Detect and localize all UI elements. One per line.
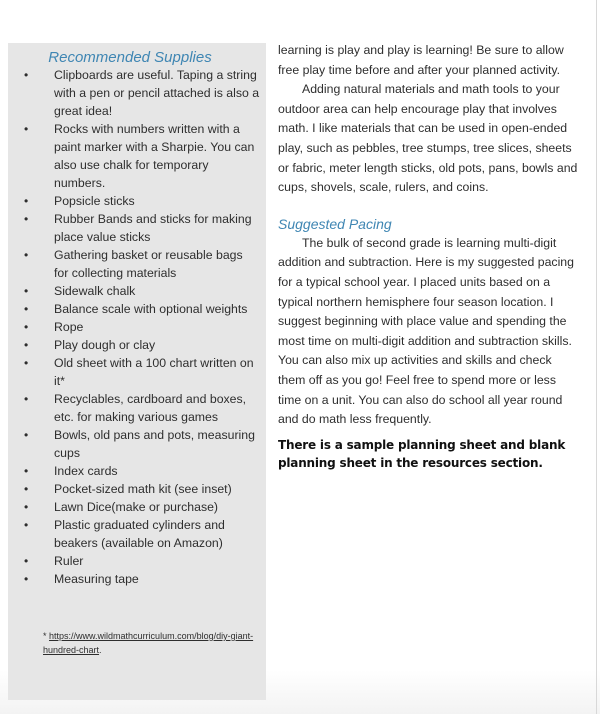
main-column: [278, 41, 578, 472]
list-item: • Rocks with numbers written with a paint marker with a Sharpie. You can also use chalk for temporary numbers.: [24, 122, 255, 190]
section-title-suggested-pacing: Suggested Pacing: [278, 215, 392, 232]
bullet-icon: •: [24, 464, 29, 478]
bullet-icon: •: [24, 572, 29, 586]
footnote-marker: *: [43, 631, 47, 641]
bullet-icon: •: [24, 122, 29, 136]
bullet-icon: •: [24, 518, 29, 532]
bullet-icon: •: [24, 212, 29, 226]
bullet-icon: •: [24, 194, 29, 208]
list-item: • Rubber Bands and sticks for making place value sticks: [24, 212, 252, 244]
page-edge: [596, 0, 597, 714]
bullet-icon: •: [24, 482, 29, 496]
bullet-icon: •: [24, 320, 29, 334]
bullet-icon: •: [24, 428, 29, 442]
list-item: • Old sheet with a 100 chart written on it*: [24, 356, 254, 388]
list-item: • Bowls, old pans and pots, measuring cups: [24, 428, 255, 460]
list-item: • Lawn Dice(make or purchase): [24, 500, 219, 514]
paragraph-pacing: The bulk of second grade is learning multi-digit addition and subtraction. Here is my suggested pacing for a typical school year. I placed units based on a typical northern hemisphere four season location. I suggest beginning with place value and spending the most time on multi-digit addition and subtraction skills. You can also mix up activities and skills and check them off as you go! Feel free to spend more or less time on a unit. You can also do school all year round and do math less frequently.: [278, 235, 574, 427]
footnote: * https://www.wildmathcurriculum.com/blog/diy-giant-hundred-chart.: [43, 631, 254, 655]
bullet-icon: •: [24, 500, 29, 514]
list-item: • Play dough or clay: [24, 338, 156, 352]
list-item: • Index cards: [24, 464, 118, 478]
list-item: • Rope: [24, 320, 84, 334]
bullet-icon: •: [24, 356, 29, 370]
bullet-icon: •: [24, 392, 29, 406]
paragraph-play: learning is play and play is learning! Be sure to allow free play time before and after your planned activity.: [278, 43, 564, 77]
bullet-icon: •: [24, 68, 29, 82]
bullet-icon: •: [24, 284, 29, 298]
bullet-icon: •: [24, 554, 29, 568]
list-item: • Gathering basket or reusable bags for collecting materials: [24, 248, 243, 280]
supplies-list: [8, 66, 266, 588]
bullet-icon: •: [24, 302, 29, 316]
paragraph-natural-materials: Adding natural materials and math tools to your outdoor area can help encourage play that involves math. I like materials that can be used in open-ended play, such as pebbles, tree stumps, tree slices, sheets or fabric, meter length sticks, old pots, pans, bowls and cups, shovels, scale, rulers, and coins.: [278, 82, 578, 195]
planning-sheet-note: There is a sample planning sheet and blank planning sheet in the resources section.: [278, 437, 566, 470]
list-item: • Clipboards are useful. Taping a string with a pen or pencil attached is also a great idea!: [24, 68, 260, 118]
recommended-supplies-sidebar: [8, 43, 266, 700]
sidebar-title: Recommended Supplies: [48, 49, 212, 66]
list-item: • Sidewalk chalk: [24, 284, 136, 298]
list-item: • Plastic graduated cylinders and beakers (available on Amazon): [24, 518, 225, 550]
bullet-icon: •: [24, 248, 29, 262]
list-item: • Popsicle sticks: [24, 194, 135, 208]
list-item: • Balance scale with optional weights: [24, 302, 248, 316]
list-item: • Recyclables, cardboard and boxes, etc. for making various games: [24, 392, 247, 424]
bullet-icon: •: [24, 338, 29, 352]
list-item: • Pocket-sized math kit (see inset): [24, 482, 232, 496]
list-item: • Ruler: [24, 554, 84, 568]
list-item: • Measuring tape: [24, 572, 139, 586]
footnote-link[interactable]: https://www.wildmathcurriculum.com/blog/diy-giant-hundred-chart: [43, 631, 254, 655]
